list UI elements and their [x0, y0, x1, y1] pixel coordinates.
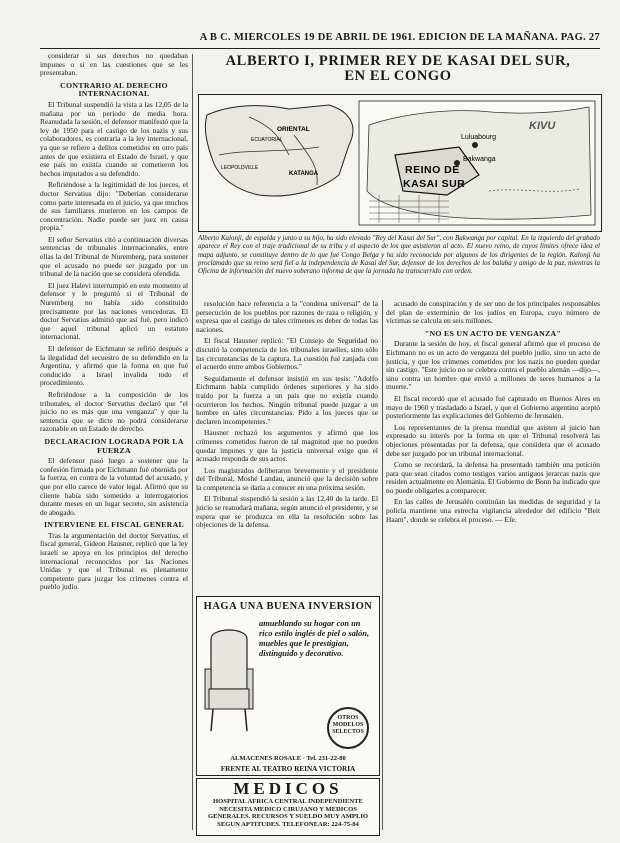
ad-body: amueblando su hogar con un rico estilo inglés de piel o salón, muebles que le prestigian, distinguido y decorativo. — [259, 619, 370, 658]
furniture-advertisement — [196, 596, 380, 776]
ad-seal-line: OTROS — [337, 715, 359, 721]
ad-seal-line: SELECTOS — [332, 729, 364, 735]
article-paragraph: Seguidamente el defensor insistió en sus tesis: "Adolfo Eichmann había cumplido órdenes superiores y ha sido traído por la fuerza a un país que no existía cuando ocurrieron los hechos. Ningún tribunal puede juzgar a un hombre en tales circunstancias. Pido a los jueces que se declaren incompetentes." — [196, 373, 378, 426]
column-divider-left — [192, 54, 193, 830]
right-column — [386, 300, 600, 830]
armchair-illustration — [201, 619, 257, 749]
article-paragraph: El fiscal Hausner replicó: "El Consejo de Seguridad no discutió la competencia de los tribunales israelíes, sino sólo las circunstancias de la captura. La cuestión fué zanjada con el acuerdo entre ambos Gobiernos." — [196, 336, 378, 372]
map-label-reino-line1: REINO DE — [405, 164, 460, 176]
subheading: INTERVIENE EL FISCAL GENERAL — [43, 520, 185, 530]
article-paragraph: El señor Servatius citó a continuación diversas sentencias de tribunales internacionales, entre ellas la del Tribunal de Nuremberg, para sostener que el acusado no puede ser juzgado por un tribunal de la nación que se considera ofendida. — [40, 234, 188, 279]
article-paragraph: Refiriéndose a la legitimidad de los jueces, el doctor Servatius dijo: "Deberían considerarse como parte interesada en el juicio, ya que muchos de sus familiares murieron en los campos de concentración. Nadie puede ser juez en causa propia." — [40, 180, 188, 233]
feature-caption: Alberto Kalonji, de espalda y junto a su hijo, ha sido elevado "Rey del Kasai del Sur", con Bakwanga por capital. En la izquierda del grabado aparece el Rey con el traje tradicional de su tribu y el aspecto de los que asistieron al acto. El nuevo reino, de cuyos límites ofrece idea el mapa adjunto, se constituye dentro de lo que fué Congo Belga y ha sido reconocido por algunos de los dirigentes de la región. Kalonji ha proclamado que su reino será fiel a la independencia de Kasai del Sur, defensor de los derechos de los baluba y amigo de la paz, mientras la Oficina de información del nuevo soberano informa de que la jornada ha transcurrido con orden. — [198, 234, 600, 276]
article-paragraph: El defensor pasó luego a sostener que la confesión firmada por Eichmann fué obtenida por la fuerza, en contra de la voluntad del acusado, y que por ello carece de valor legal. Afirmó que su cliente había sido sometido a interrogatorios durante meses en un lugar secreto, sin asistencia de abogado. — [40, 456, 188, 517]
article-paragraph: En las calles de Jerusalén continúan las medidas de seguridad y la policía mantiene una estrecha vigilancia alrededor del edificio "Beit Haam", donde se celebra el proceso. — Efe. — [386, 497, 600, 524]
article-paragraph: El Tribunal suspendió la sesión a las 12,40 de la tarde. El juicio se reanudará mañana, según anunció el presidente, y se espera que se produzca en ella la resolución sobre las objeciones de la defensa. — [196, 494, 378, 530]
article-paragraph: El defensor de Eichmann se refirió después a la ilegalidad del secuestro de su defendido en la Argentina, y afirmó que la forma en que fué conducido a Israel invalida todo el procedimiento. — [40, 344, 188, 388]
article-paragraph: resolución hace referencia a la "condena universal" de la persecución de los pueblos por razones de raza o religión, y expresa que el castigo de tales crímenes es deber de todas las naciones. — [196, 300, 378, 334]
middle-column — [196, 300, 378, 590]
map-label-kivu: KIVU — [529, 120, 556, 132]
article-paragraph: Tras la argumentación del doctor Servatius, el fiscal general, Gideon Hausner, replicó que la ley israelí se apoya en los principios del derecho internacional reconocidos por las Naciones Unidas y que el Tribunal es plenamente competente para juzgar los crímenes contra el pueblo judío. — [40, 530, 188, 592]
headline-line: EN EL CONGO — [344, 68, 452, 84]
subheading: CONTRARIO AL DERECHO INTERNACIONAL — [60, 80, 168, 99]
ad-seal — [327, 707, 369, 749]
map-label-oriental: ORIENTAL — [277, 126, 310, 133]
feature-headline — [196, 54, 600, 84]
left-column — [40, 52, 188, 830]
masthead-rule — [40, 48, 600, 49]
medicos-advertisement — [196, 778, 380, 836]
congo-map — [199, 95, 601, 231]
map-marker-luluabourg — [472, 142, 478, 148]
ad-seal-line: MODELOS — [332, 722, 364, 728]
ad-body: HOSPITAL AFRICA CENTRAL INDEPENDIENTE NECESITA MEDICO CIRUJANO Y MEDICOS GENERALES. RECURSOS Y SUELDO MUY AMPLIO SEGUN APTITUDES. TELEFONEAR: 224-75-84 — [207, 798, 369, 828]
map-label-katanga: KATANGA — [289, 171, 319, 177]
ad-headline: HAGA UNA BUENA INVERSION — [203, 601, 373, 612]
headline-line: ALBERTO I, PRIMER REY DE KASAI DEL SUR, — [225, 53, 571, 69]
article-paragraph: considerar si sus derechos no quedaban impunes o si en las cuestiones que se les presentaban. — [40, 52, 188, 78]
article-paragraph: Los magistrados deliberaron brevemente y el presidente del Tribunal, Moshé Landau, anunció que la decisión sobre la competencia se daría a conocer en una próxima sesión. — [196, 465, 378, 492]
map-label-luluabourg: Luluabourg — [461, 134, 497, 141]
article-paragraph: El Tribunal suspendió la vista a las 12,05 de la mañana por un período de media hora. Reanudada la sesión, el defensor manifestó que la ley de 1950 para el castigo de los nazis y sus colaboradores, es contraria a la ley internacional, ya que se refiere a delitos cometidos en otro país antes de que existiera el Estado de Israel, y que ese país no existía cuando se cometieron los hechos imputados a su defendido. — [40, 99, 188, 178]
article-paragraph: El juez Halevi interrumpió en este momento al defensor y le preguntó si el Tribunal de Nuremberg no había sido constituido precisamente por las naciones vencedoras. El doctor Servatius admitió que así fué, pero indicó que aquel tribunal aplicó un estatuto internacional. — [40, 280, 188, 342]
article-paragraph: Hausner rechazó los argumentos y afirmó que los crímenes cometidos fueron de tal magnitud que no pueden quedar impunes y que la justicia universal exige que el acusado responda de sus actos. — [196, 428, 378, 464]
map-label-leopoldville: LEOPOLDVILLE — [221, 165, 259, 171]
map-label-reino-line2: KASAI SUR — [403, 178, 466, 190]
article-paragraph: acusado de conspiración y de ser uno de los principales responsables del plan de exterminio de los judíos en Europa, cuyo número de víctimas se calcula en seis millones. — [386, 300, 600, 326]
subheading: "NO ES UN ACTO DE VENGANZA" — [424, 328, 562, 338]
article-paragraph: Como se recordará, la defensa ha presentado también una petición para que sean citados como testigos varios antiguos jerarcas nazis que residen actualmente en Alemania. El Gobierno de Bonn ha indicado que no puede obligarles a comparecer. — [386, 460, 600, 495]
map-label-ecuatorial: ECUATORIAL — [251, 137, 283, 143]
subheading: DECLARACION LOGRADA POR LA FUERZA — [44, 436, 184, 455]
article-paragraph: Durante la sesión de hoy, el fiscal general afirmó que el proceso de Eichmann no es un acto de venganza del pueblo judío, sino un acto de justicia, y que los crímenes cometidos por los nazis no pueden quedar sin castigo. "Este juicio no se celebra contra el pueblo alemán —dijo—, sino contra un hombre que envió a millones de seres humanos a la muerte." — [386, 339, 600, 392]
ad-tagline: FRENTE AL TEATRO REINA VICTORIA — [220, 765, 356, 773]
ad-store-name: ALMACENES ROSALE · Tel. 231-22-80 — [230, 755, 346, 762]
article-paragraph: Refiriéndose a la composición de los tribunales, el doctor Servatius declaró que "el juicio no es más que una venganza" y que la sentencia que se dicte no podrá considerarse razonable en un Estado de derecho. — [40, 389, 188, 434]
ad-headline: MEDICOS — [233, 779, 343, 798]
article-paragraph: Los representantes de la prensa mundial que asisten al juicio han expresado su interés por la forma en que el Tribunal resolverá las objeciones presentadas por la defensa, que considera que el acusado debe ser juzgado por un tribunal internacional. — [386, 422, 600, 458]
article-paragraph: El fiscal recordó que el acusado fué capturado en Buenos Aires en mayo de 1960 y trasladado a Israel, y que el Gobierno argentino aceptó posteriormente las explicaciones del Gobierno de Jerusalén. — [386, 393, 600, 421]
masthead: A B C. MIERCOLES 19 DE ABRIL DE 1961. EDICION DE LA MAÑANA. PAG. 27 — [199, 32, 600, 43]
feature-photo-map — [198, 94, 602, 232]
column-divider-right — [382, 300, 383, 830]
map-label-bakwanga: Bakwanga — [463, 156, 496, 163]
